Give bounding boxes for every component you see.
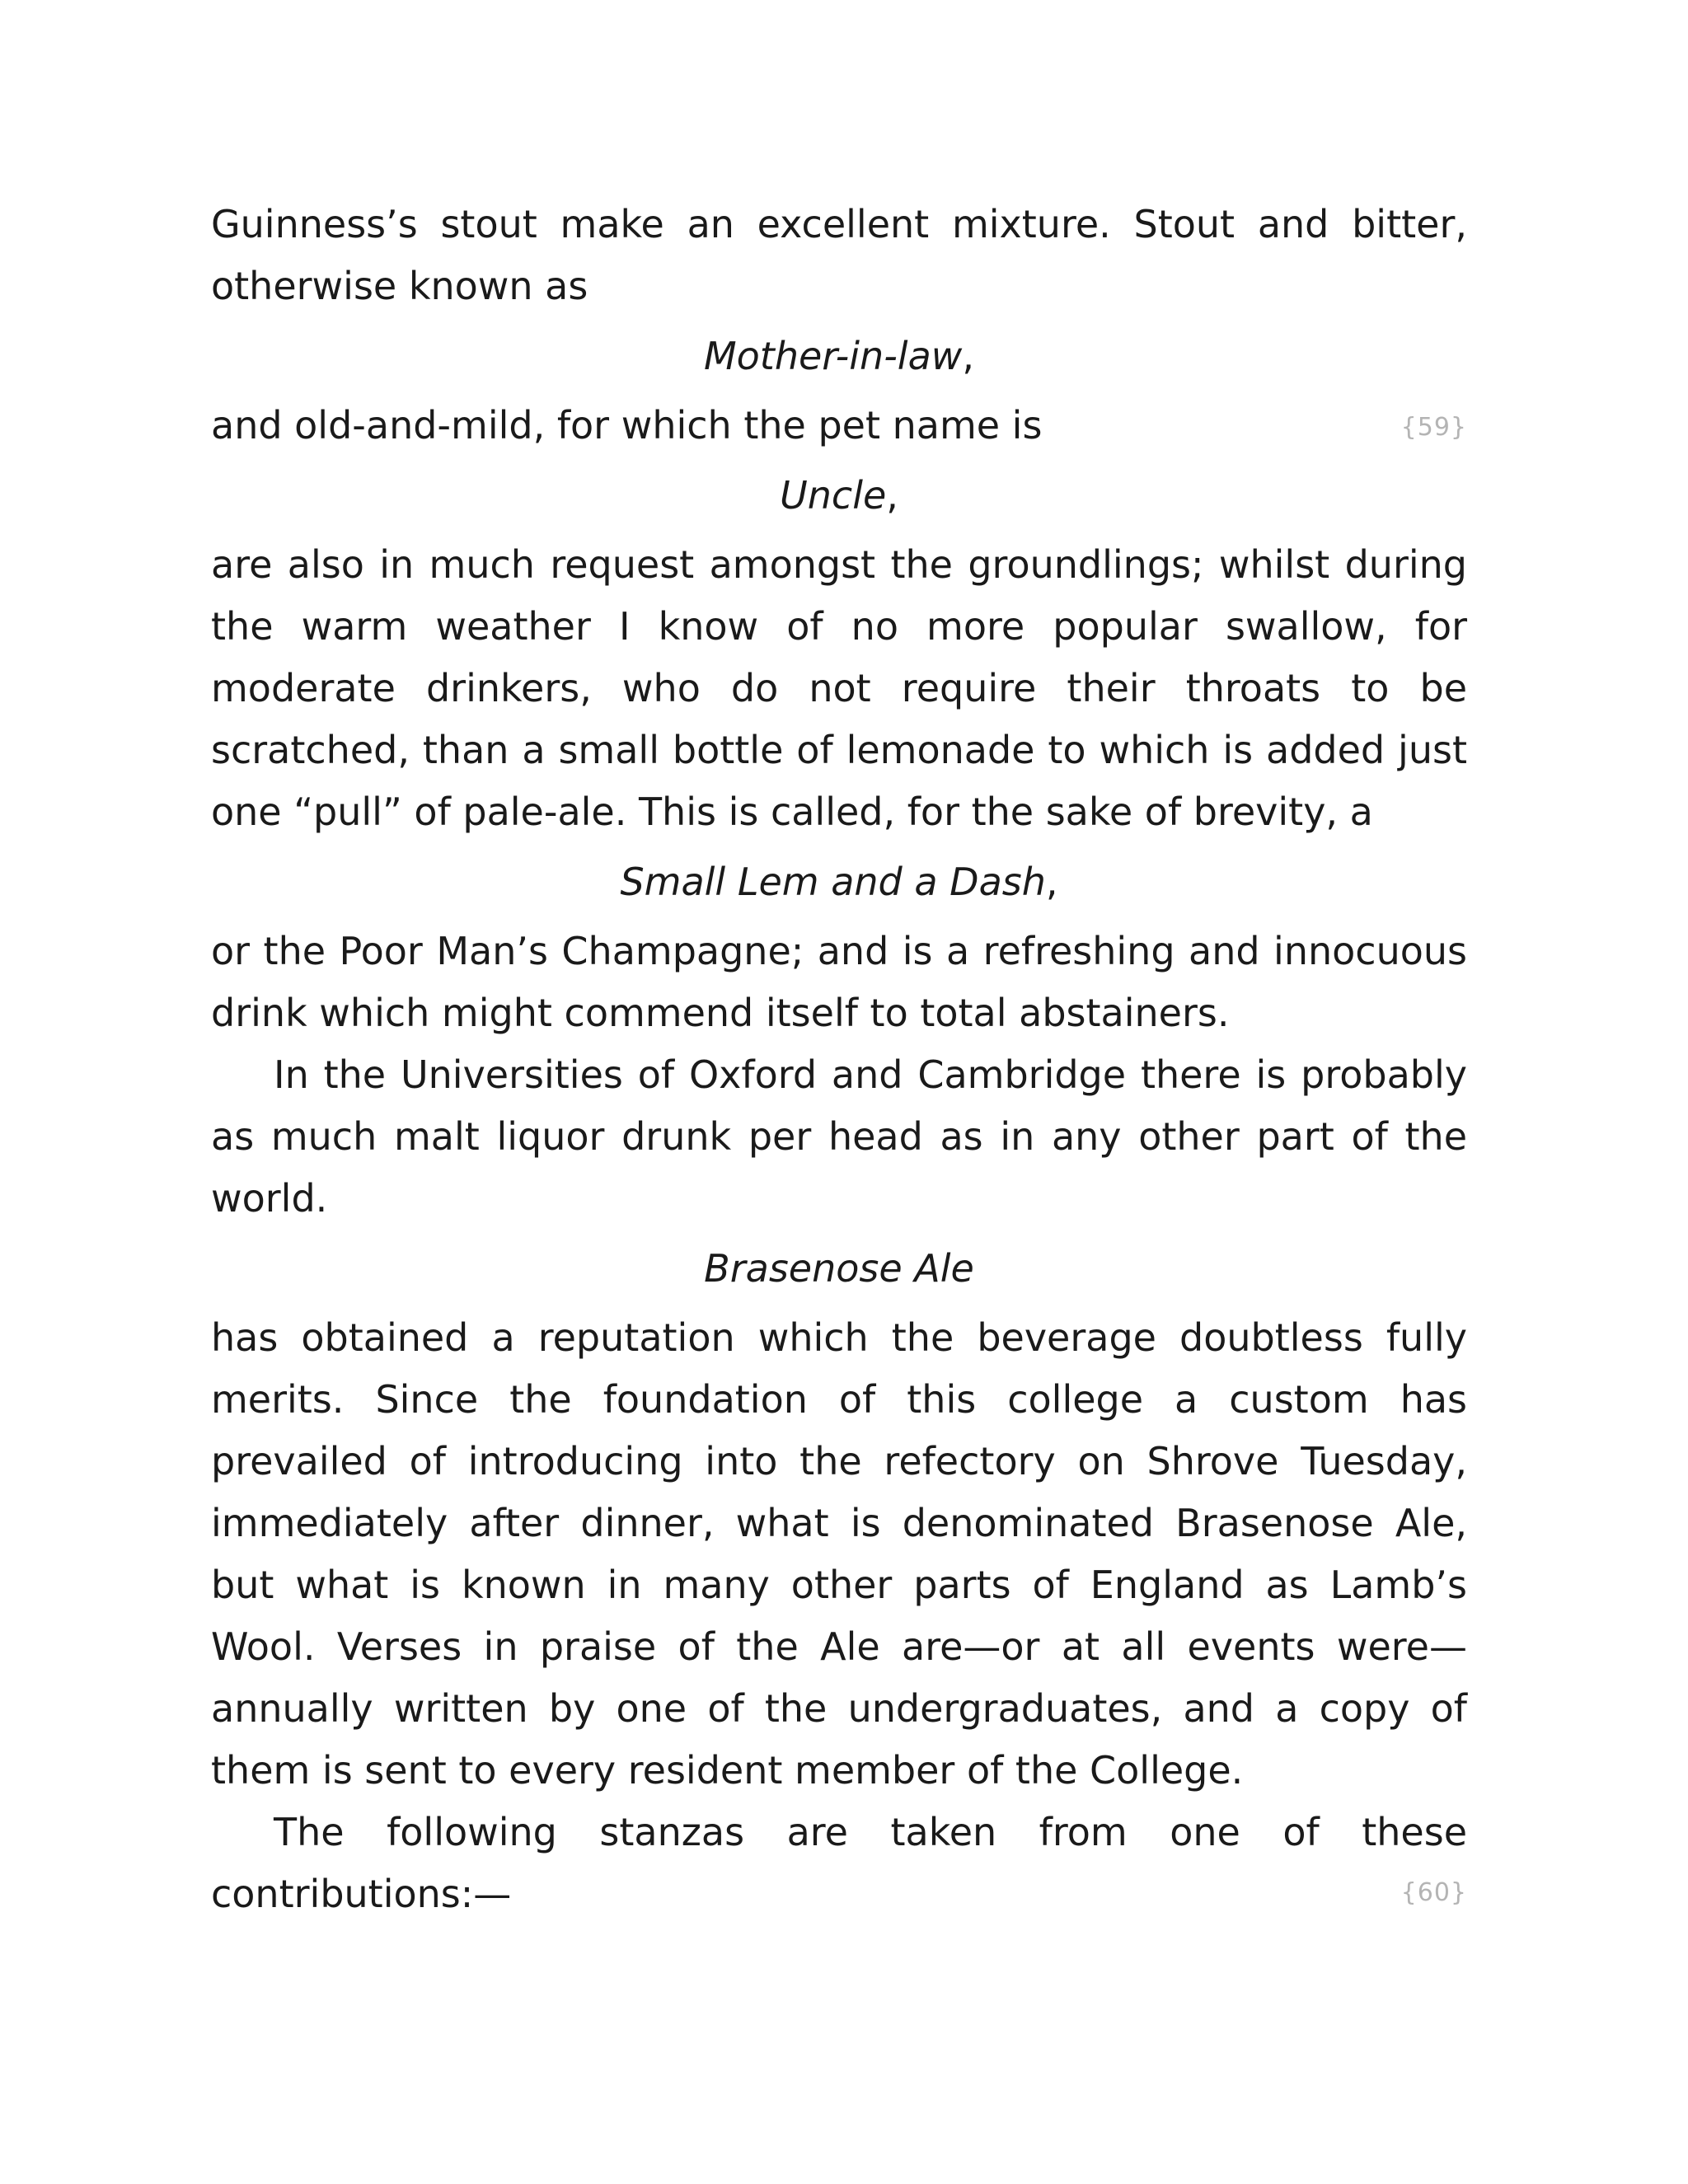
page-number-60: {60}: [1400, 1878, 1467, 1907]
heading-uncle-comma: ,: [886, 473, 898, 518]
paragraph-stout-and-bitter: Guinness’s stout make an excellent mixture. Stout and bitter, otherwise known as: [211, 202, 1467, 308]
heading-mother-in-law: [211, 317, 1467, 395]
paragraph-old-and-mild: [211, 395, 1467, 457]
heading-brasenose-ale: Brasenose Ale: [704, 1246, 974, 1291]
paragraph-old-and-mild-text: and old-and-mild, for which the pet name is: [211, 403, 1043, 448]
document-page: [211, 194, 1467, 1925]
heading-mother-in-law-comma: ,: [962, 334, 975, 378]
paragraph-poor-mans-champagne: or the Poor Man’s Champagne; and is a refreshing and innocuous drink which might commend itself to total abstainers.: [211, 929, 1467, 1035]
paragraph-brasenose-reputation: has obtained a reputation which the beverage doubtless fully merits. Since the foundation of this college a custom has prevailed of introducing into the refectory on Shrove Tuesday, immediately after dinner, what is denominated Brasenose Ale, but what is known in many other parts of England as Lamb’s Wool. Verses in praise of the Ale are—or at all events were—annually written by one of the undergraduates, and a copy of them is sent to every resident member of the College.: [211, 1315, 1467, 1793]
heading-small-lem-text: Small Lem and a Dash: [620, 860, 1046, 904]
paragraph-following-stanzas: [211, 1802, 1467, 1925]
paragraph-universities: In the Universities of Oxford and Cambridge there is probably as much malt liquor drunk per head as in any other part of the world.: [211, 1052, 1467, 1221]
page-number-59: {59}: [1400, 413, 1467, 442]
paragraph-groundlings: are also in much request amongst the groundlings; whilst during the warm weather I know of no more popular swallow, for moderate drinkers, who do not require their throats to be scratched, than a small bottle of lemonade to which is added just one “pull” of pale-ale. This is called, for the sake of brevity, a: [211, 542, 1467, 834]
heading-uncle-text: Uncle: [780, 473, 887, 518]
heading-small-lem-comma: ,: [1045, 860, 1058, 904]
paragraph-following-stanzas-text: The following stanzas are taken from one of these contributions:—: [211, 1810, 1467, 1916]
heading-small-lem-and-a-dash: [211, 843, 1467, 921]
heading-uncle: [211, 457, 1467, 534]
heading-mother-in-law-text: Mother-in-law: [703, 334, 963, 378]
